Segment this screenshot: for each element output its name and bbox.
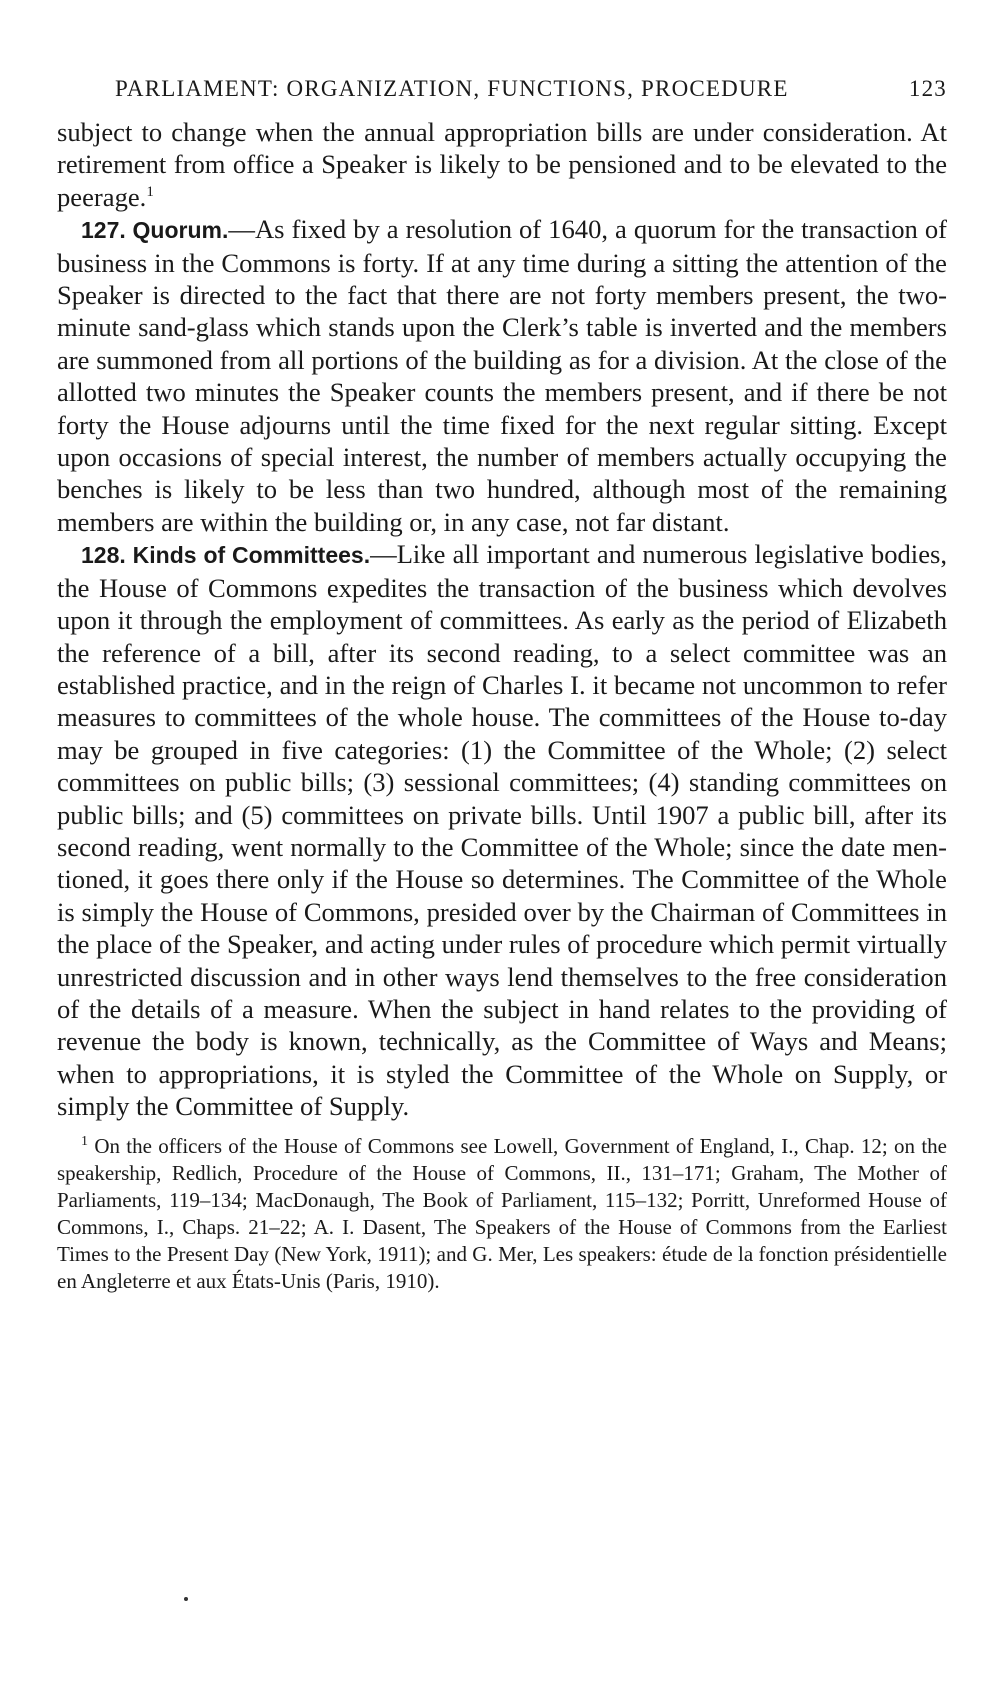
section-text-committees: —Like all important and numerous legislative bodies, the House of Commons expedites the transaction of the business which devolves upon it through the employment of committees. As early as the period of Elizabeth the reference of a bill, after its second reading, to a select committee was an established practice, and in the reign of Charles I. it became not uncommon to refer measures to committees of the whole house. The committees of the House to-day may be grouped in five categories: (1) the Committee of the Whole; (2) select committees on public bills; (3) sessional committees; (4) standing committees on public bills; and (5) committees on private bills. Until 1907 a public bill, after its second reading, went normally to the Committee of the Whole; since the date mentioned, it goes there only if the House so determines. The Committee of the Whole is simply the House of Commons, presided over by the Chairman of Committees in the place of the Speaker, and acting under rules of procedure which permit virtually unrestricted discussion and in other ways lend themselves to the free consideration of the details of a measure. When the subject in hand relates to the providing of revenue the body is known, technically, as the Committee of Ways and Means; when to appropriations, it is styled the Committee of the Whole on Supply, or simply the Committee of Supply. bbox=[57, 539, 947, 1122]
section-heading-quorum: 127. Quorum. bbox=[81, 217, 229, 244]
running-title: PARLIAMENT: ORGANIZATION, FUNCTIONS, PROCEDURE bbox=[115, 76, 789, 101]
running-head bbox=[57, 66, 947, 106]
section-kinds-of-committees bbox=[57, 538, 947, 1122]
footnote-text: On the officers of the House of Commons see Lowell, Government of England, I., Chap. 12; on the speakership, Redlich, Procedure of the House of Commons, II., 131–171; Graham, The Mother of Parliaments, 119–134; MacDonaugh, The Book of Parliament, 115–132; Porritt, Unreformed House of Commons, I., Chaps. 21–22; A. I. Dasent, The Speakers of the House of Commons from the Earliest Times to the Present Day (New York, 1911); and G. Mer, Les speakers: étude de la fonction présidentielle en Angleterre et aux États-Unis (Paris, 1910). bbox=[57, 1133, 947, 1293]
footnote-mark: 1 bbox=[81, 1133, 88, 1149]
footnote-reference: 1 bbox=[146, 183, 154, 200]
paragraph-continuation bbox=[57, 116, 947, 213]
page-number: 123 bbox=[908, 76, 947, 101]
page-content bbox=[57, 66, 947, 1295]
section-quorum bbox=[57, 213, 947, 538]
footnote bbox=[57, 1133, 947, 1295]
paragraph-text: subject to change when the annual appropriation bills are under consideration. At retirement from office a Speaker is likely to be pensioned and to be elevated to the peerage. bbox=[57, 117, 947, 212]
section-heading-committees: 128. Kinds of Committees. bbox=[81, 542, 371, 569]
section-text-quorum: —As fixed by a resolution of 1640, a quorum for the transaction of business in the Commons is forty. If at any time during a sitting the attention of the Speaker is directed to the fact that there are not forty members present, the two-minute sand-glass which stands upon the Clerk’s table is inverted and the members are summoned from all portions of the building as for a division. At the close of the allotted two minutes the Speaker counts the members present, and if there be not forty the House adjourns until the time fixed for the next regular sitting. Except upon occasions of special interest, the number of members actually occupying the benches is likely to be less than two hundred, although most of the remaining members are within the building or, in any case, not far distant. bbox=[57, 214, 947, 537]
body-text bbox=[57, 116, 947, 1123]
print-speck bbox=[184, 1597, 188, 1601]
